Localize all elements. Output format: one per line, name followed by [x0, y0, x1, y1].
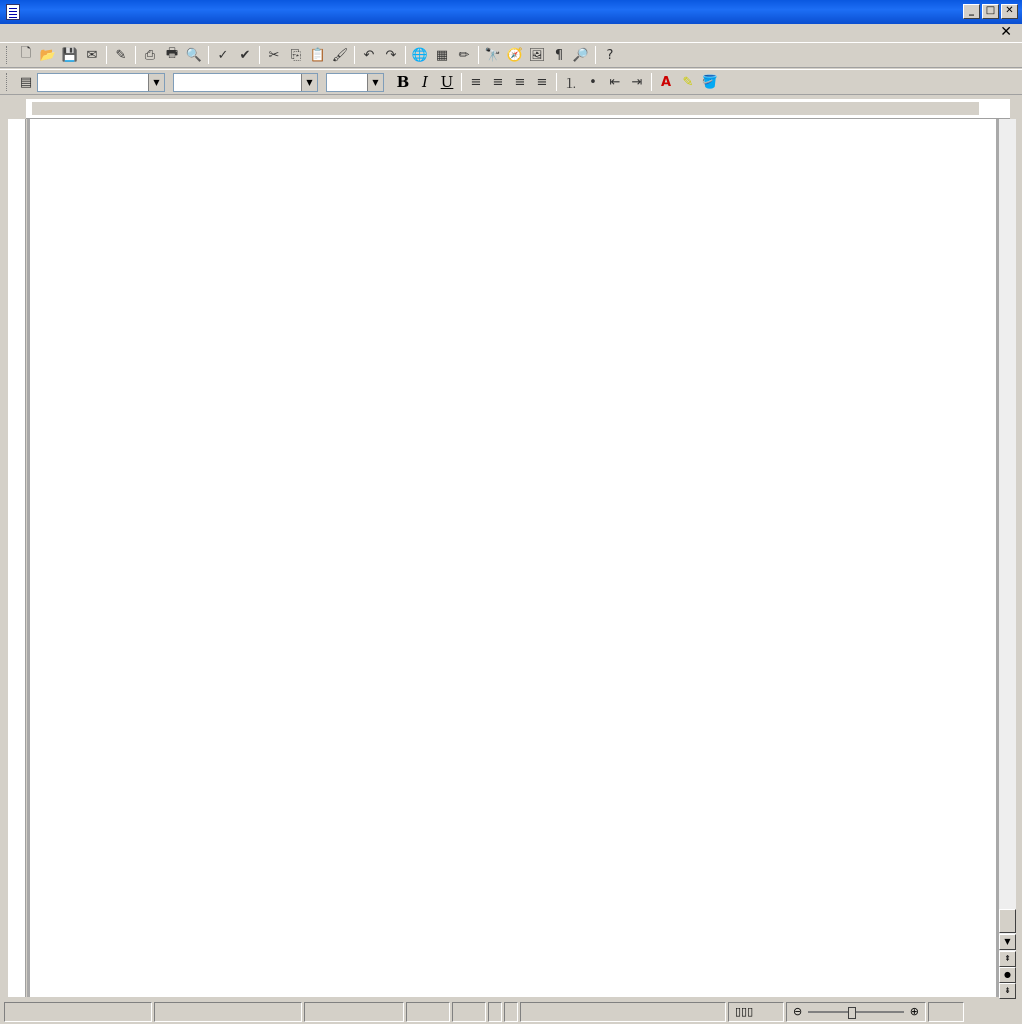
- font-color-icon[interactable]: A: [660, 74, 672, 90]
- align-left-icon[interactable]: ≡: [470, 74, 482, 90]
- paste-icon[interactable]: 📋: [309, 47, 327, 63]
- redo-icon[interactable]: ↷: [385, 47, 397, 63]
- chevron-down-icon[interactable]: ▼: [367, 74, 383, 91]
- zoom-level[interactable]: [928, 1002, 964, 1022]
- edit-file-icon[interactable]: ✎: [115, 47, 127, 63]
- gallery-icon[interactable]: 🖼: [528, 47, 546, 63]
- page-style[interactable]: [154, 1002, 302, 1022]
- page-indicator[interactable]: [4, 1002, 152, 1022]
- export-pdf-icon[interactable]: ⎙: [144, 47, 156, 63]
- align-center-icon[interactable]: ≡: [492, 74, 504, 90]
- nonprinting-chars-icon[interactable]: ¶: [554, 47, 564, 63]
- status-bar: [0, 999, 1022, 1024]
- autospellcheck-icon[interactable]: ✔: [239, 47, 251, 63]
- paragraph-style-select[interactable]: [37, 73, 165, 92]
- cell-reference: [520, 1002, 726, 1022]
- navigator-icon[interactable]: 🧭: [506, 47, 524, 63]
- maximize-button[interactable]: □: [982, 4, 999, 19]
- save-icon[interactable]: 💾: [61, 47, 79, 63]
- zoom-slider[interactable]: ⊖ ⊕: [786, 1002, 926, 1022]
- next-page-icon[interactable]: ⇟: [999, 983, 1016, 999]
- scroll-down-arrow[interactable]: ▼: [999, 934, 1016, 950]
- bold-icon[interactable]: B: [396, 73, 410, 91]
- clone-format-icon[interactable]: 🖌: [331, 47, 349, 63]
- bullets-icon[interactable]: •: [589, 74, 597, 90]
- minimize-button[interactable]: _: [963, 4, 980, 19]
- toolbar-grip[interactable]: [6, 73, 9, 91]
- writer-doc-icon: [6, 4, 20, 20]
- toolbar-grip[interactable]: [6, 46, 9, 64]
- page-preview-icon[interactable]: 🔍: [185, 47, 203, 63]
- previous-page-icon[interactable]: ⇞: [999, 951, 1016, 967]
- hyperlink-mode: [488, 1002, 502, 1022]
- align-right-icon[interactable]: ≡: [514, 74, 526, 90]
- horizontal-ruler[interactable]: [26, 99, 1010, 119]
- highlight-icon[interactable]: ✎: [682, 74, 694, 90]
- document-area: [27, 119, 1000, 997]
- email-icon[interactable]: ✉: [86, 47, 98, 63]
- close-button[interactable]: ✕: [1001, 4, 1018, 19]
- font-name-select[interactable]: [173, 73, 318, 92]
- copy-icon[interactable]: ⎘: [290, 47, 302, 63]
- vertical-scrollbar[interactable]: [999, 119, 1016, 997]
- standard-toolbar: [0, 42, 1022, 68]
- numbering-icon[interactable]: ⒈: [564, 76, 578, 92]
- undo-icon[interactable]: ↶: [363, 47, 375, 63]
- table-icon[interactable]: ▦: [435, 47, 449, 63]
- spellcheck-icon[interactable]: ✓: [217, 47, 229, 63]
- formatting-toolbar: [0, 69, 1022, 95]
- print-icon[interactable]: 🖶: [165, 46, 179, 61]
- language-indicator[interactable]: [304, 1002, 404, 1022]
- chevron-down-icon[interactable]: ▼: [301, 74, 317, 91]
- background-color-icon[interactable]: 🪣: [701, 74, 719, 90]
- new-document-icon[interactable]: 🗋: [20, 46, 32, 61]
- selection-mode[interactable]: [452, 1002, 486, 1022]
- zoom-icon[interactable]: 🔎: [572, 47, 590, 63]
- hyperlink-icon[interactable]: 🌐: [411, 47, 429, 63]
- cut-icon[interactable]: ✂: [268, 47, 280, 63]
- menu-bar: [0, 24, 1022, 42]
- insert-mode[interactable]: [406, 1002, 450, 1022]
- title-bar: [0, 0, 1022, 24]
- vertical-ruler[interactable]: [8, 119, 26, 997]
- find-replace-icon[interactable]: 🔭: [484, 47, 502, 63]
- scroll-thumb[interactable]: [999, 909, 1016, 933]
- view-layout-icons[interactable]: ▯▯▯: [728, 1002, 784, 1022]
- increase-indent-icon[interactable]: ⇥: [631, 74, 643, 90]
- justify-icon[interactable]: ≡: [536, 74, 548, 90]
- open-folder-icon[interactable]: 📂: [39, 47, 57, 63]
- navigation-icon[interactable]: ●: [999, 967, 1016, 983]
- draw-functions-icon[interactable]: ✏: [458, 47, 470, 63]
- styles-formatting-icon[interactable]: ▤: [19, 74, 33, 90]
- decrease-indent-icon[interactable]: ⇤: [609, 74, 621, 90]
- underline-icon[interactable]: U: [440, 73, 454, 91]
- help-icon[interactable]: ?: [606, 47, 614, 63]
- chevron-down-icon[interactable]: ▼: [148, 74, 164, 91]
- document-page[interactable]: [30, 119, 996, 997]
- italic-icon[interactable]: I: [422, 73, 428, 91]
- document-modified-indicator: [504, 1002, 518, 1022]
- font-size-select[interactable]: [326, 73, 384, 92]
- close-document-icon[interactable]: ✕: [1000, 24, 1012, 40]
